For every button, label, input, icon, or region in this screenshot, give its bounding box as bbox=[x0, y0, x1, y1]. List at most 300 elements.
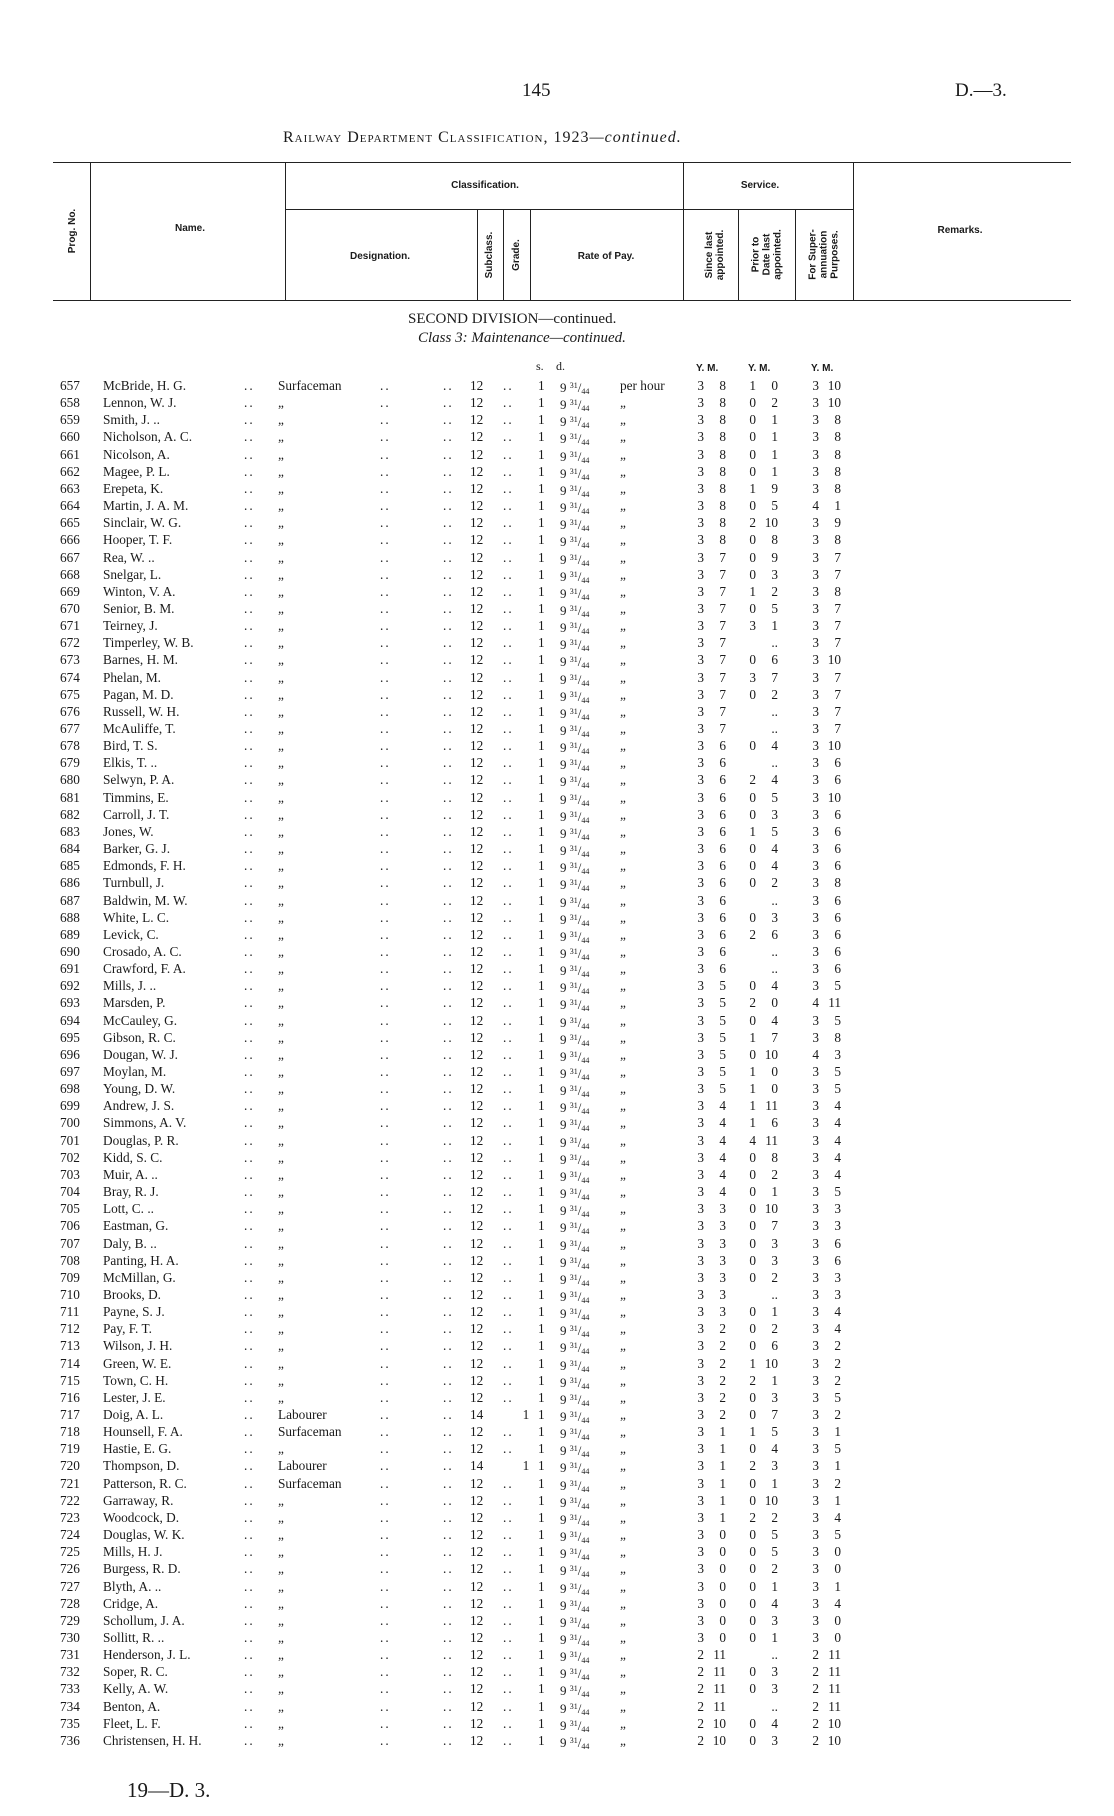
prog-no: 670 bbox=[60, 600, 80, 616]
super-months: 8 bbox=[834, 446, 841, 462]
rate-shillings: 1 bbox=[538, 841, 545, 857]
grade: 12 bbox=[470, 1561, 484, 1577]
rate-pence: 9 $^{31}/_{44}$ bbox=[560, 448, 590, 465]
rate-pence: 9 $^{31}/_{44}$ bbox=[560, 500, 590, 517]
since-months: 2 bbox=[719, 1372, 726, 1388]
super-years: 3 bbox=[812, 1064, 819, 1079]
rate-numerator: 31 bbox=[569, 792, 578, 802]
leader-dots: .. bbox=[503, 1012, 514, 1028]
employee-name: Sollitt, R. .. bbox=[103, 1629, 165, 1645]
super-years: 3 bbox=[812, 1492, 819, 1508]
prior-years: 1 bbox=[749, 1081, 756, 1097]
rate-shillings: 1 bbox=[538, 1527, 545, 1543]
employee-name: Selwyn, P. A. bbox=[103, 772, 175, 788]
leader-dots: .. bbox=[244, 1732, 255, 1748]
super-months: 7 bbox=[834, 618, 841, 634]
employee-name: Erepeta, K. bbox=[103, 480, 164, 496]
rate-numerator: 31 bbox=[569, 586, 578, 596]
leader-dots: .. bbox=[503, 652, 514, 668]
rate-pence: 9 $^{31}/_{44}$ bbox=[560, 482, 590, 499]
grade: 12 bbox=[470, 1629, 484, 1645]
rate-numerator: 31 bbox=[569, 1221, 578, 1231]
prog-no: 698 bbox=[60, 1081, 80, 1097]
rate-per: „ bbox=[620, 1029, 626, 1045]
super-months: 5 bbox=[834, 1184, 841, 1200]
designation: „ bbox=[278, 909, 284, 925]
leader-dots: .. bbox=[503, 1647, 514, 1663]
employee-name: Winton, V. A. bbox=[103, 583, 176, 599]
prior-months: 0 bbox=[771, 1064, 778, 1079]
rate-denominator: 44 bbox=[581, 695, 590, 705]
prog-no: 729 bbox=[60, 1612, 80, 1628]
since-years: 3 bbox=[697, 549, 704, 565]
since-years: 3 bbox=[697, 823, 704, 839]
leader-dots: .. bbox=[380, 1218, 391, 1234]
rate-shillings: 1 bbox=[538, 1321, 545, 1337]
prog-no: 680 bbox=[60, 772, 80, 788]
prog-no: 704 bbox=[60, 1184, 80, 1200]
since-years: 3 bbox=[697, 515, 704, 531]
rate-pence: 9 $^{31}/_{44}$ bbox=[560, 1614, 590, 1631]
subclass: 1 bbox=[522, 1458, 530, 1474]
since-months: 8 bbox=[719, 429, 726, 445]
employee-name: Panting, H. A. bbox=[103, 1252, 179, 1268]
rate-shillings: 1 bbox=[538, 703, 545, 719]
leader-dots: .. bbox=[503, 772, 514, 788]
leader-dots: .. bbox=[443, 669, 454, 685]
employee-name: Sinclair, W. G. bbox=[103, 515, 182, 531]
rate-per: „ bbox=[620, 926, 626, 942]
rate-denominator: 44 bbox=[581, 1347, 590, 1357]
prior-months: 3 bbox=[771, 1732, 778, 1748]
super-years: 3 bbox=[812, 738, 819, 754]
leader-dots: .. bbox=[503, 755, 514, 771]
super-years: 3 bbox=[812, 532, 819, 548]
prog-no: 695 bbox=[60, 1029, 80, 1045]
grade-header: Grade. bbox=[511, 239, 522, 271]
prog-no: 732 bbox=[60, 1664, 80, 1680]
rate-pence: 9 $^{31}/_{44}$ bbox=[560, 1409, 590, 1425]
super-months: 3 bbox=[834, 1286, 841, 1302]
rate-numerator: 31 bbox=[569, 998, 578, 1008]
rate-pence: 9 $^{31}/_{44}$ bbox=[560, 1357, 590, 1374]
prog-no: 700 bbox=[60, 1115, 80, 1131]
table-row bbox=[0, 1663, 1114, 1683]
grade: 12 bbox=[470, 1492, 484, 1508]
ym-prior: Y. M. bbox=[748, 363, 771, 374]
since-years: 3 bbox=[697, 1064, 704, 1079]
prog-no: 710 bbox=[60, 1286, 80, 1302]
leader-dots: .. bbox=[244, 1372, 255, 1388]
super-years: 3 bbox=[812, 1424, 819, 1440]
rate-per: „ bbox=[620, 806, 626, 822]
table-row bbox=[0, 1680, 1114, 1700]
leader-dots: .. bbox=[380, 1029, 391, 1045]
ym-super: Y. M. bbox=[811, 363, 834, 374]
rate-per: „ bbox=[620, 549, 626, 565]
leader-dots: .. bbox=[380, 1081, 391, 1097]
leader-dots: .. bbox=[244, 600, 255, 616]
rate-per: „ bbox=[620, 995, 626, 1011]
prog-no: 678 bbox=[60, 738, 80, 754]
rate-pence: 9 $^{31}/_{44}$ bbox=[560, 808, 590, 825]
since-years: 3 bbox=[697, 1578, 704, 1594]
leader-dots: .. bbox=[503, 1115, 514, 1131]
leader-dots: .. bbox=[244, 1235, 255, 1251]
leader-dots: .. bbox=[443, 1441, 454, 1457]
table-row bbox=[0, 634, 1114, 654]
leader-dots: .. bbox=[380, 1647, 391, 1663]
rate-pence: 9 $^{31}/_{44}$ bbox=[560, 860, 590, 877]
grade: 12 bbox=[470, 583, 484, 599]
designation: „ bbox=[278, 1561, 284, 1577]
designation: „ bbox=[278, 515, 284, 531]
table-row bbox=[0, 1200, 1114, 1220]
table-row bbox=[0, 1029, 1114, 1046]
rate-numerator: 31 bbox=[569, 1375, 578, 1385]
since-years: 3 bbox=[697, 1509, 704, 1525]
rate-per: „ bbox=[620, 1166, 626, 1182]
leader-dots: .. bbox=[443, 961, 454, 977]
leader-dots: .. bbox=[443, 1424, 454, 1440]
employee-name: Pay, F. T. bbox=[103, 1321, 152, 1337]
table-row bbox=[0, 806, 1114, 823]
since-months: 7 bbox=[719, 686, 726, 702]
rate-numerator: 31 bbox=[569, 946, 578, 956]
designation: „ bbox=[278, 1184, 284, 1200]
since-months: 2 bbox=[719, 1338, 726, 1354]
since-months: 11 bbox=[713, 1681, 726, 1697]
designation: „ bbox=[278, 429, 284, 445]
grade: 12 bbox=[470, 378, 484, 393]
super-months: 7 bbox=[834, 721, 841, 736]
rate-denominator: 44 bbox=[581, 421, 590, 431]
since-years: 3 bbox=[697, 1458, 704, 1474]
grade: 12 bbox=[470, 1012, 484, 1028]
rate-numerator: 31 bbox=[569, 1307, 578, 1317]
leader-dots: .. bbox=[244, 823, 255, 839]
super-years: 4 bbox=[812, 995, 819, 1011]
leader-dots: .. bbox=[380, 1372, 391, 1388]
employee-name: Crawford, F. A. bbox=[103, 961, 186, 977]
super-years: 3 bbox=[812, 1115, 819, 1131]
rate-numerator: 31 bbox=[569, 1289, 578, 1299]
leader-dots: .. bbox=[503, 892, 514, 908]
leader-dots: .. bbox=[503, 1184, 514, 1200]
since-months: 1 bbox=[719, 1492, 726, 1508]
prior-months: .. bbox=[771, 1698, 778, 1714]
prior-to-header: Prior to Date last appointed. bbox=[750, 229, 784, 280]
rate-numerator: 31 bbox=[569, 1204, 578, 1214]
leader-dots: .. bbox=[380, 1475, 391, 1491]
leader-dots: .. bbox=[503, 549, 514, 565]
employee-name: Town, C. H. bbox=[103, 1372, 169, 1388]
prog-no: 707 bbox=[60, 1235, 80, 1251]
since-years: 3 bbox=[697, 1269, 704, 1285]
super-years: 3 bbox=[812, 412, 819, 428]
prior-months: 3 bbox=[771, 1612, 778, 1628]
grade: 12 bbox=[470, 978, 484, 994]
designation: „ bbox=[278, 1304, 284, 1320]
leader-dots: .. bbox=[503, 446, 514, 462]
employee-name: Nicolson, A. bbox=[103, 446, 170, 462]
table-row bbox=[0, 1389, 1114, 1406]
table-row bbox=[0, 1715, 1114, 1732]
designation: Surfaceman bbox=[278, 1475, 342, 1491]
grade: 12 bbox=[470, 738, 484, 754]
prog-no-header: Prog. No. bbox=[67, 208, 78, 254]
prior-years: 2 bbox=[749, 995, 756, 1011]
rate-pence: 9 $^{31}/_{44}$ bbox=[560, 568, 590, 585]
rate-numerator: 31 bbox=[569, 466, 578, 476]
leader-dots: .. bbox=[503, 1389, 514, 1405]
grade: 12 bbox=[470, 446, 484, 462]
prog-no: 736 bbox=[60, 1732, 80, 1748]
rate-shillings: 1 bbox=[538, 1132, 545, 1148]
rate-shillings: 1 bbox=[538, 1561, 545, 1577]
designation: „ bbox=[278, 703, 284, 719]
super-years: 3 bbox=[812, 429, 819, 445]
header-top-rule bbox=[53, 162, 1071, 163]
leader-dots: .. bbox=[443, 1201, 454, 1217]
leader-dots: .. bbox=[503, 1681, 514, 1697]
leader-dots: .. bbox=[503, 1321, 514, 1337]
rate-denominator: 44 bbox=[581, 1038, 590, 1048]
since-months: 6 bbox=[719, 841, 726, 857]
table-row bbox=[0, 1423, 1114, 1443]
rate-denominator: 44 bbox=[581, 1295, 590, 1305]
rate-numerator: 31 bbox=[569, 844, 578, 854]
super-years: 3 bbox=[812, 1407, 819, 1422]
since-years: 3 bbox=[697, 755, 704, 771]
leader-dots: .. bbox=[443, 1064, 454, 1079]
table-row bbox=[0, 1560, 1114, 1580]
leader-dots: .. bbox=[380, 1561, 391, 1577]
since-years: 3 bbox=[697, 1012, 704, 1028]
rate-denominator: 44 bbox=[581, 730, 590, 739]
prior-years: 0 bbox=[749, 978, 756, 994]
table-row bbox=[0, 789, 1114, 806]
grade: 12 bbox=[470, 532, 484, 548]
employee-name: Daly, B. .. bbox=[103, 1235, 157, 1251]
rate-per: „ bbox=[620, 600, 626, 616]
since-months: 2 bbox=[719, 1407, 726, 1422]
since-months: 4 bbox=[719, 1149, 726, 1165]
rate-per: „ bbox=[620, 909, 626, 925]
super-months: 6 bbox=[834, 858, 841, 874]
rate-denominator: 44 bbox=[581, 781, 590, 791]
leader-dots: .. bbox=[503, 703, 514, 719]
leader-dots: .. bbox=[443, 515, 454, 531]
rate-shillings: 1 bbox=[538, 412, 545, 428]
prog-no: 658 bbox=[60, 395, 80, 411]
leader-dots: .. bbox=[244, 618, 255, 634]
rate-pence: 9 $^{31}/_{44}$ bbox=[560, 465, 590, 482]
leader-dots: .. bbox=[244, 1149, 255, 1165]
designation: „ bbox=[278, 1338, 284, 1354]
leader-dots: .. bbox=[244, 909, 255, 925]
prog-no: 702 bbox=[60, 1149, 80, 1165]
leader-dots: .. bbox=[380, 1115, 391, 1131]
employee-name: Snelgar, L. bbox=[103, 566, 162, 582]
leader-dots: .. bbox=[503, 1081, 514, 1097]
prog-no: 733 bbox=[60, 1681, 80, 1697]
prog-no: 686 bbox=[60, 875, 80, 891]
rate-shillings: 1 bbox=[538, 772, 545, 788]
designation: „ bbox=[278, 943, 284, 959]
prior-months: 5 bbox=[771, 1544, 778, 1560]
prior-years: 0 bbox=[749, 1321, 756, 1337]
super-years: 3 bbox=[812, 721, 819, 736]
since-years: 3 bbox=[697, 1492, 704, 1508]
prior-years: 2 bbox=[749, 926, 756, 942]
super-years: 3 bbox=[812, 1372, 819, 1388]
employee-name: Lennon, W. J. bbox=[103, 395, 177, 411]
prior-months: 0 bbox=[771, 995, 778, 1011]
leader-dots: .. bbox=[443, 652, 454, 668]
since-months: 5 bbox=[719, 978, 726, 994]
since-months: 3 bbox=[719, 1304, 726, 1320]
leader-dots: .. bbox=[443, 446, 454, 462]
table-row bbox=[0, 771, 1114, 791]
leader-dots: .. bbox=[244, 1115, 255, 1131]
leader-dots: .. bbox=[244, 1252, 255, 1268]
rate-numerator: 31 bbox=[569, 569, 578, 579]
prior-months: 2 bbox=[771, 1166, 778, 1182]
leader-dots: .. bbox=[380, 1235, 391, 1251]
rate-denominator: 44 bbox=[581, 884, 590, 894]
since-months: 6 bbox=[719, 909, 726, 925]
prior-years: 0 bbox=[749, 1715, 756, 1731]
classification-rule bbox=[285, 209, 853, 210]
page-title bbox=[283, 129, 682, 147]
designation: Surfaceman bbox=[278, 378, 342, 393]
super-months: 5 bbox=[834, 1012, 841, 1028]
prior-months: 4 bbox=[771, 1012, 778, 1028]
rate-numerator: 31 bbox=[569, 809, 578, 819]
rate-per: „ bbox=[620, 1355, 626, 1371]
since-years: 3 bbox=[697, 858, 704, 874]
leader-dots: .. bbox=[443, 480, 454, 496]
employee-name: Henderson, J. L. bbox=[103, 1647, 191, 1663]
rate-numerator: 31 bbox=[569, 689, 578, 699]
leader-dots: .. bbox=[244, 1527, 255, 1543]
grade: 12 bbox=[470, 1664, 484, 1680]
since-months: 7 bbox=[719, 549, 726, 565]
super-months: 2 bbox=[834, 1407, 841, 1422]
rate-denominator: 44 bbox=[581, 1587, 590, 1597]
leader-dots: .. bbox=[244, 1064, 255, 1079]
prior-months: .. bbox=[771, 892, 778, 908]
since-months: 3 bbox=[719, 1201, 726, 1217]
since-months: 1 bbox=[719, 1475, 726, 1491]
leader-dots: .. bbox=[443, 618, 454, 634]
super-months: 6 bbox=[834, 909, 841, 925]
since-months: 2 bbox=[719, 1389, 726, 1405]
prior-years: 0 bbox=[749, 1407, 756, 1422]
leader-dots: .. bbox=[503, 532, 514, 548]
grade: 12 bbox=[470, 412, 484, 428]
prior-years: 0 bbox=[749, 875, 756, 891]
rate-per: „ bbox=[620, 635, 626, 651]
prior-months: 1 bbox=[771, 1304, 778, 1320]
rate-denominator: 44 bbox=[581, 918, 590, 928]
prior-months: 5 bbox=[771, 823, 778, 839]
leader-dots: .. bbox=[443, 463, 454, 479]
rate-per: „ bbox=[620, 703, 626, 719]
employee-name: Barnes, H. M. bbox=[103, 652, 178, 668]
leader-dots: .. bbox=[503, 1338, 514, 1354]
prior-years: 0 bbox=[749, 1561, 756, 1577]
leader-dots: .. bbox=[244, 1664, 255, 1680]
leader-dots: .. bbox=[503, 1046, 514, 1062]
super-months: 4 bbox=[834, 1098, 841, 1114]
grade: 12 bbox=[470, 1544, 484, 1560]
rate-numerator: 31 bbox=[569, 1632, 578, 1642]
prior-years: 0 bbox=[749, 600, 756, 616]
designation: „ bbox=[278, 721, 284, 736]
rate-per: „ bbox=[620, 1475, 626, 1491]
prog-no: 657 bbox=[60, 378, 80, 393]
prior-months: 3 bbox=[771, 1664, 778, 1680]
rate-pence: 9 $^{31}/_{44}$ bbox=[560, 1031, 590, 1048]
leader-dots: .. bbox=[503, 1098, 514, 1114]
rate-denominator: 44 bbox=[581, 627, 590, 637]
leader-dots: .. bbox=[503, 1509, 514, 1525]
rate-shillings: 1 bbox=[538, 755, 545, 771]
leader-dots: .. bbox=[503, 395, 514, 411]
leader-dots: .. bbox=[380, 1389, 391, 1405]
since-years: 3 bbox=[697, 446, 704, 462]
since-months: 0 bbox=[719, 1629, 726, 1645]
prog-no: 669 bbox=[60, 583, 80, 599]
rate-shillings: 1 bbox=[538, 429, 545, 445]
rate-pence: 9 $^{31}/_{44}$ bbox=[560, 1306, 590, 1323]
rate-pence: 9 $^{31}/_{44}$ bbox=[560, 1717, 590, 1734]
rate-shillings: 1 bbox=[538, 875, 545, 891]
since-months: 2 bbox=[719, 1321, 726, 1337]
rate-per: „ bbox=[620, 721, 626, 736]
designation: „ bbox=[278, 1166, 284, 1182]
rate-per: „ bbox=[620, 618, 626, 634]
super-years: 3 bbox=[812, 1012, 819, 1028]
grade: 14 bbox=[470, 1407, 484, 1422]
leader-dots: .. bbox=[443, 1235, 454, 1251]
since-years: 3 bbox=[697, 892, 704, 908]
rate-denominator: 44 bbox=[581, 1467, 590, 1477]
rate-pence: 9 $^{31}/_{44}$ bbox=[560, 1168, 590, 1185]
prior-months: 4 bbox=[771, 978, 778, 994]
since-years: 2 bbox=[697, 1664, 704, 1680]
rate-denominator: 44 bbox=[581, 1090, 590, 1100]
leader-dots: .. bbox=[380, 446, 391, 462]
rate-numerator: 31 bbox=[569, 449, 578, 459]
prior-months: 1 bbox=[771, 1629, 778, 1645]
prior-months: 2 bbox=[771, 395, 778, 411]
rate-pence: 9 $^{31}/_{44}$ bbox=[560, 1066, 590, 1082]
employee-name: Gibson, R. C. bbox=[103, 1029, 176, 1045]
rate-numerator: 31 bbox=[569, 706, 578, 716]
leader-dots: .. bbox=[244, 1629, 255, 1645]
table-row bbox=[0, 1440, 1114, 1460]
super-months: 7 bbox=[834, 703, 841, 719]
rate-shillings: 1 bbox=[538, 395, 545, 411]
rate-pence: 9 $^{31}/_{44}$ bbox=[560, 1529, 590, 1546]
grade: 12 bbox=[470, 549, 484, 565]
prior-years: 0 bbox=[749, 1046, 756, 1062]
leader-dots: .. bbox=[244, 549, 255, 565]
prior-months: 4 bbox=[771, 772, 778, 788]
